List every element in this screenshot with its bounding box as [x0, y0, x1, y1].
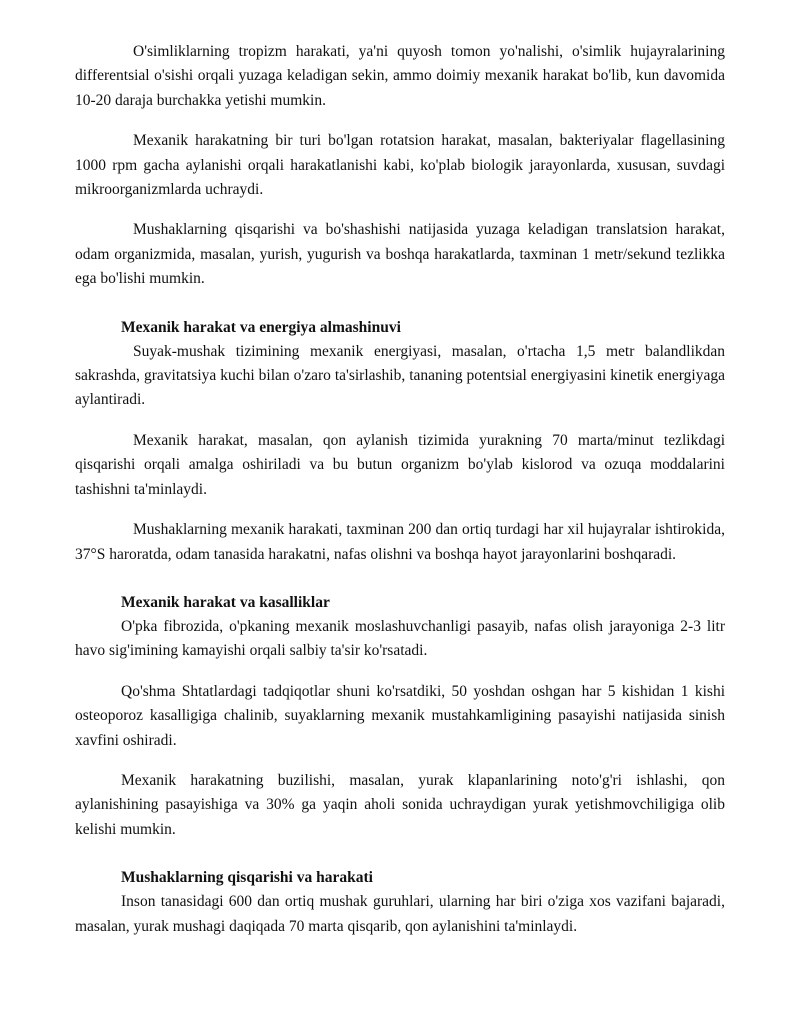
paragraph: Mushaklarning mexanik harakati, taxminan 200 dan ortiq turdagi har xil hujayralar ishtirokida, 37°S haroratda, odam tanasida harakatni, nafas olishni va boshqa hayot jarayonlarini boshqaradi. [75, 521, 725, 563]
section-heading: Mexanik harakat va energiya almashinuvi [121, 318, 401, 336]
paragraph: O'simliklarning tropizm harakati, ya'ni quyosh tomon yo'nalishi, o'simlik hujayralarining differentsial o'sishi orqali yuzaga keladigan sekin, ammo doimiy mexanik harakat bo'lib, kun davomida 10-20 daraja burchakka yetishi mumkin. [75, 43, 725, 109]
paragraph: Mexanik harakat, masalan, qon aylanish tizimida yurakning 70 marta/minut tezlikdagi qisqarishi orqali amalga oshiriladi va bu butun organizm bo'ylab kislorod va ozuqa moddalarini tashishni ta'minlaydi. [75, 431, 725, 498]
section-heading: Mushaklarning qisqarishi va harakati [121, 869, 373, 887]
document-page [75, 40, 725, 939]
paragraph: Mexanik harakatning buzilishi, masalan, yurak klapanlarining noto'g'ri ishlashi, qon aylanishining pasayishiga va 30% ga yaqin aholi sonida uchraydigan yurak yetishmovchiligiga olib kelishi mumkin. [75, 771, 725, 838]
paragraph: Mexanik harakatning bir turi bo'lgan rotatsion harakat, masalan, bakteriyalar flagellasining 1000 rpm gacha aylanishi orqali harakatlanishi kabi, ko'plab biologik jarayonlarda, xususan, suvdagi mikroorganizmlarda uchraydi. [75, 132, 725, 199]
paragraph: Qo'shma Shtatlardagi tadqiqotlar shuni ko'rsatdiki, 50 yoshdan oshgan har 5 kishidan 1 kishi osteoporoz kasalligiga chalinib, suyaklarning mexanik mustahkamligining pasayishi natijasida sinish xavfini oshiradi. [75, 682, 725, 749]
paragraph: Inson tanasidagi 600 dan ortiq mushak guruhlari, ularning har biri o'ziga xos vazifani bajaradi, masalan, yurak mushagi daqiqada 70 marta qisqarib, qon aylanishini ta'minlaydi. [75, 893, 725, 935]
paragraph: Mushaklarning qisqarishi va bo'shashishi natijasida yuzaga keladigan translatsion harakat, odam organizmida, masalan, yurish, yugurish va boshqa harakatlarda, taxminan 1 metr/sekund tezlikka ega bo'lishi mumkin. [75, 221, 725, 288]
section-heading: Mexanik harakat va kasalliklar [121, 593, 330, 611]
paragraph: O'pka fibrozida, o'pkaning mexanik moslashuvchanligi pasayib, nafas olish jarayoniga 2-3 litr havo sig'imining kamayishi orqali salbiy ta'sir ko'rsatadi. [75, 617, 725, 660]
paragraph: Suyak-mushak tizimining mexanik energiyasi, masalan, o'rtacha 1,5 metr balandlikdan sakrashda, gravitatsiya kuchi bilan o'zaro ta'sirlashib, tananing potentsial energiyasini kinetik energiyaga aylantiradi. [75, 342, 725, 409]
